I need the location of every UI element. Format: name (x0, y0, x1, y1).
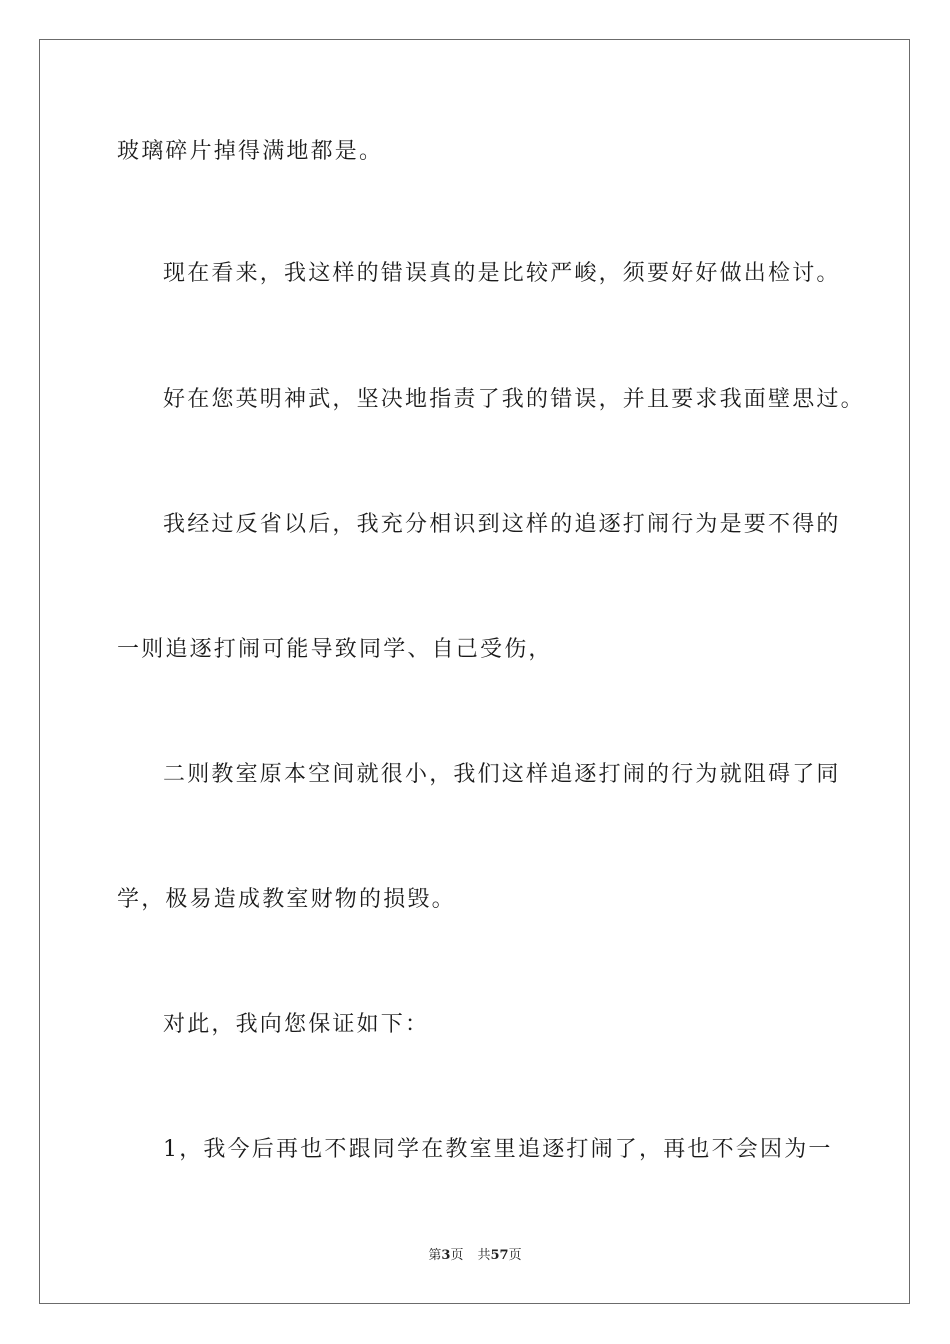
text-line-1: 玻璃碎片掉得满地都是。 (117, 139, 384, 164)
total-pages: 57 (490, 1248, 509, 1263)
total-suffix: 页 (508, 1248, 522, 1263)
text-line-9: 1，我今后再也不跟同学在教室里追逐打闹了，再也不会因为一 (163, 1137, 833, 1162)
page-footer (0, 1247, 950, 1265)
total-prefix: 共 (477, 1248, 491, 1263)
text-line-4: 我经过反省以后，我充分相识到这样的追逐打闹行为是要不得的 (163, 512, 841, 537)
text-line-5: 一则追逐打闹可能导致同学、自己受伤， (117, 637, 553, 662)
text-line-6: 二则教室原本空间就很小，我们这样追逐打闹的行为就阻碍了同 (163, 762, 841, 787)
page-prefix: 第 (428, 1248, 442, 1263)
text-line-8: 对此，我向您保证如下： (163, 1012, 430, 1037)
text-line-7: 学，极易造成教室财物的损毁。 (117, 887, 456, 912)
text-line-3: 好在您英明神武，坚决地指责了我的错误，并且要求我面壁思过。 (163, 387, 865, 412)
page-number: 3 (441, 1248, 451, 1263)
text-line-2: 现在看来，我这样的错误真的是比较严峻，须要好好做出检讨。 (163, 261, 841, 286)
page-suffix: 页 (450, 1248, 464, 1263)
page-border (39, 39, 910, 1304)
